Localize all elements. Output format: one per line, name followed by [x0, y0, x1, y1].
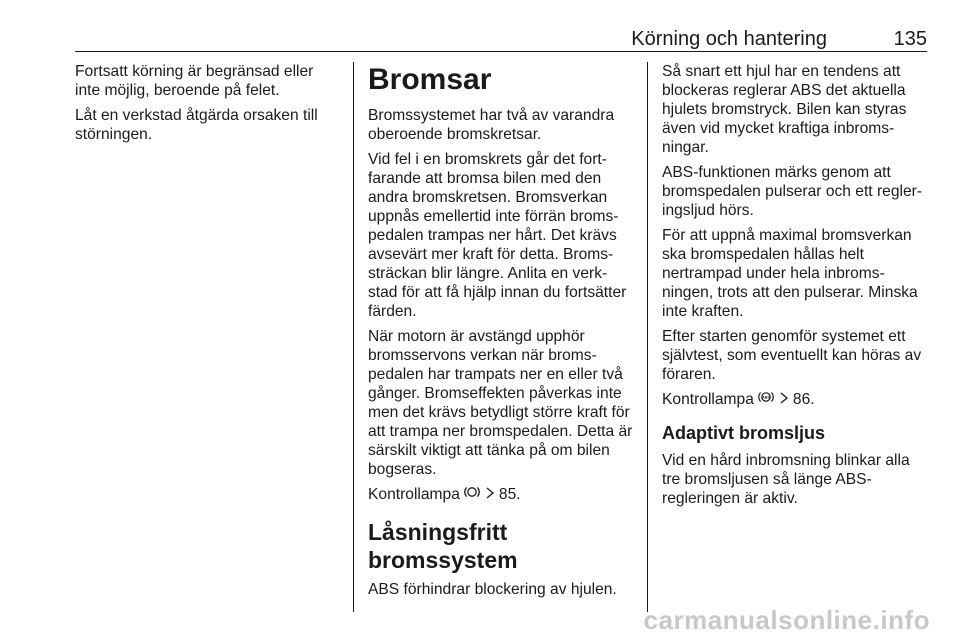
paragraph: Vid fel i en bromskrets går det fort- farande att bromsa bilen med den andra bromskretsen. Bromsverkan uppnås emellertid inte förrän broms- pedalen trampas ner hårt. Det krävs avsevärt mer kraft för detta. Broms- sträckan blir längre. Anlita en verk- stad för att få hjälp innan du fortsätter färden. — [368, 151, 627, 320]
reference-arrow-icon — [779, 390, 789, 409]
warning-lamp-reference — [662, 390, 928, 409]
paragraph: Bromssystemet har två av varandra oberoende bromskretsar. — [368, 107, 615, 143]
paragraph: Fortsatt körning är begränsad eller inte möjlig, beroende på felet. — [75, 63, 314, 99]
column-left — [75, 62, 337, 150]
paragraph: ABS förhindrar blockering av hjulen. — [368, 581, 617, 598]
column-divider-right — [647, 62, 648, 612]
column-middle — [368, 62, 634, 605]
reference-arrow-icon — [485, 485, 495, 504]
paragraph: Låt en verkstad åtgärda orsaken till störningen. — [75, 107, 318, 143]
paragraph: När motorn är avstängd upphör bromsservons verkan när broms- pedalen har trampats ner en eller två gånger. Bromseffekten påverkas inte men det krävs betydligt större kraft för att trampa ner bromspedalen. Detta är särskilt viktigt att tänka på om bilen bogseras. — [368, 328, 633, 478]
lamp-label: Kontrollampa — [368, 486, 460, 503]
page-reference: 85. — [498, 486, 521, 503]
paragraph: Vid en hård inbromsning blinkar alla tre bromsljusen så länge ABS-regleringen är aktiv. — [662, 452, 910, 507]
svg-text:ABS: ABS — [762, 395, 771, 400]
page-title: Körning och hantering — [631, 28, 827, 50]
section-heading-abs: Låsningsfritt bromssystem — [368, 519, 518, 573]
paragraph: Så snart ett hjul har en tendens att blockeras reglerar ABS det aktuella hjulets bromstryck. Bilen kan styras även vid mycket kraftiga inbroms- ningar. — [662, 63, 907, 156]
lamp-label: Kontrollampa — [662, 391, 754, 408]
column-divider-left — [353, 62, 354, 612]
page-number: 135 — [893, 28, 927, 50]
header-divider — [75, 51, 927, 52]
watermark: carmanualsonline.info — [643, 605, 930, 635]
brake-warning-icon — [464, 485, 480, 504]
paragraph: ABS-funktionen märks genom att bromspedalen pulserar och ett regler- ingsljud hörs. — [662, 164, 923, 219]
page-reference: 86. — [792, 391, 815, 408]
section-heading-adaptive-brakelight: Adaptivt bromsljus — [662, 423, 826, 443]
column-right — [662, 62, 928, 514]
page-header — [75, 26, 927, 52]
abs-warning-icon — [758, 390, 774, 409]
paragraph: För att uppnå maximal bromsverkan ska bromspedalen hållas helt nertrampad under hela inbroms- ningen, trots att den pulserar. Minska inte kraften. — [662, 227, 918, 320]
warning-lamp-reference — [368, 485, 634, 504]
paragraph: Efter starten genomför systemet ett självtest, som eventuellt kan höras av föraren. — [662, 328, 922, 383]
section-heading-brakes: Bromsar — [368, 63, 492, 96]
